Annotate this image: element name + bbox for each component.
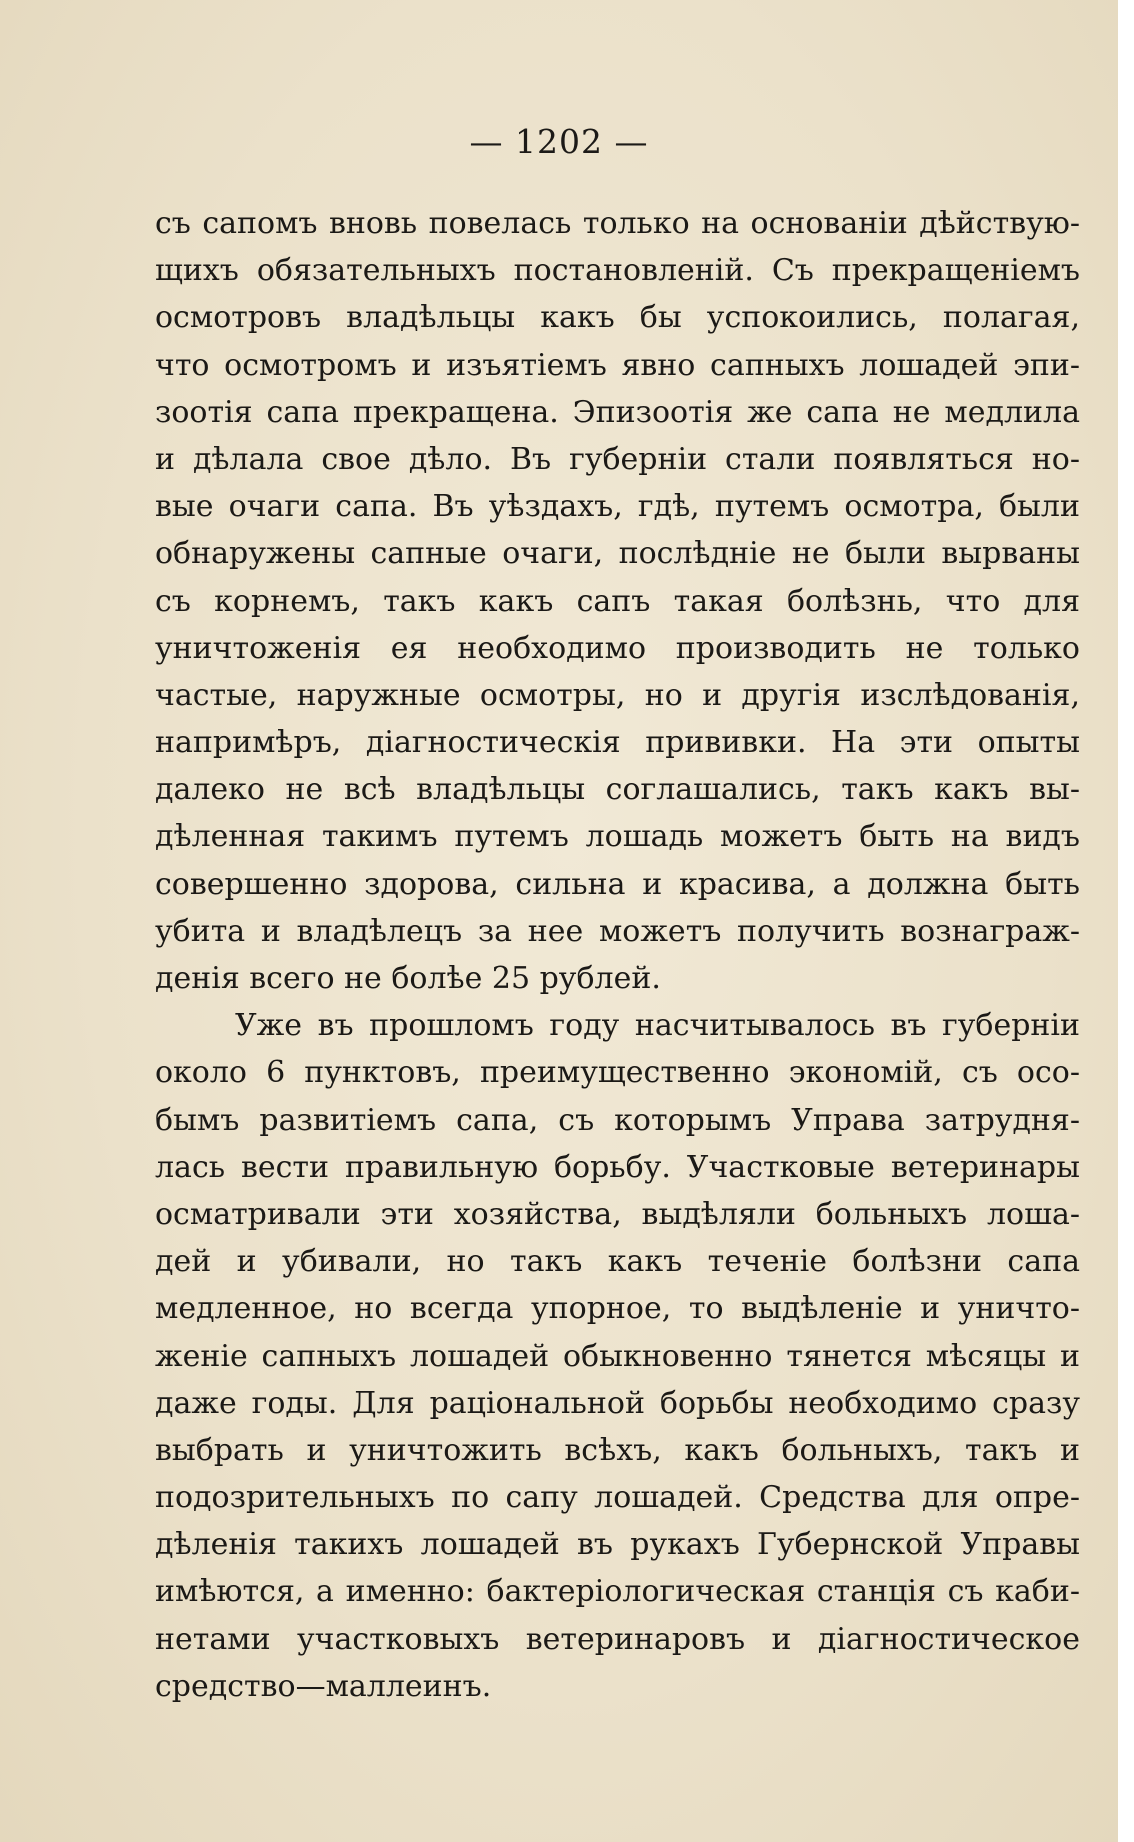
paragraph-1 bbox=[155, 200, 1080, 1002]
text-line: дѣленная такимъ путемъ лошадь можетъ быть на видъ bbox=[155, 819, 1080, 855]
text-line: вые очаги сапа. Въ уѣздахъ, гдѣ, путемъ осмотра, были bbox=[155, 489, 1080, 525]
text-line: частые, наружные осмотры, но и другiя изслѣдованiя, bbox=[155, 677, 1080, 713]
text-line: женiе сапныхъ лошадей обыкновенно тянется мѣсяцы и bbox=[155, 1338, 1080, 1374]
text-line: что осмотромъ и изъятiемъ явно сапныхъ лошадей эпи- bbox=[155, 347, 1080, 383]
text-line: даже годы. Для рацiональной борьбы необходимо сразу bbox=[155, 1385, 1080, 1421]
text-line: Уже въ прошломъ году насчитывалось въ губернiи bbox=[235, 1008, 1080, 1044]
text-line: далеко не всѣ владѣльцы соглашались, такъ какъ вы- bbox=[155, 772, 1080, 808]
text-line: дей и убивали, но такъ какъ теченiе болѣзни сапа bbox=[155, 1244, 1080, 1280]
page-number: — 1202 — bbox=[469, 122, 649, 161]
text-line: напримѣръ, дiагностическiя прививки. На эти опыты bbox=[155, 725, 1080, 761]
text-line: бымъ развитiемъ сапа, съ которымъ Управа затрудня- bbox=[155, 1102, 1080, 1138]
paragraph-2 bbox=[155, 1002, 1080, 1710]
text-line: нетами участковыхъ ветеринаровъ и дiагностическое bbox=[155, 1621, 1080, 1657]
text-line: съ корнемъ, такъ какъ сапъ такая болѣзнь, что для bbox=[155, 583, 1080, 619]
text-line: осматривали эти хозяйства, выдѣляли больныхъ лоша- bbox=[155, 1196, 1080, 1232]
text-line: медленное, но всегда упорное, то выдѣленiе и уничто- bbox=[155, 1291, 1080, 1327]
text-line: щихъ обязательныхъ постановленiй. Съ прекращенiемъ bbox=[155, 253, 1080, 289]
text-line: дѣленiя такихъ лошадей въ рукахъ Губернской Управы bbox=[155, 1527, 1080, 1563]
text-line: около 6 пунктовъ, преимущественно экономiй, съ осо- bbox=[155, 1055, 1080, 1091]
text-line: обнаружены сапные очаги, послѣднiе не были вырваны bbox=[155, 536, 1080, 572]
text-line: уничтоженiя ея необходимо производить не только bbox=[155, 630, 1080, 666]
text-line: съ сапомъ вновь повелась только на основанiи дѣйствую- bbox=[155, 206, 1080, 241]
text-line: зоотiя сапа прекращена. Эпизоотiя же сапа не медлила bbox=[155, 394, 1080, 430]
text-line: лась вести правильную борьбу. Участковые ветеринары bbox=[155, 1149, 1080, 1185]
text-line: и дѣлала свое дѣло. Въ губернiи стали появляться но- bbox=[155, 441, 1080, 477]
page-margin-edge bbox=[1118, 0, 1134, 1842]
text-line: средство—маллеинъ. bbox=[155, 1668, 492, 1704]
text-line: выбрать и уничтожить всѣхъ, какъ больныхъ, такъ и bbox=[155, 1432, 1080, 1468]
text-line: убита и владѣлецъ за нее можетъ получить вознаграж- bbox=[155, 913, 1080, 949]
body-text bbox=[155, 200, 1080, 1710]
text-line: имѣются, а именно: бактерiологическая станцiя съ каби- bbox=[155, 1574, 1080, 1610]
text-line: осмотровъ владѣльцы какъ бы успокоились, полагая, bbox=[155, 300, 1080, 336]
text-line: денiя всего не болѣе 25 рублей. bbox=[155, 961, 661, 996]
text-line: подозрительныхъ по сапу лошадей. Средства для опре- bbox=[155, 1480, 1080, 1516]
text-line: совершенно здорова, сильна и красива, а должна быть bbox=[155, 866, 1080, 902]
